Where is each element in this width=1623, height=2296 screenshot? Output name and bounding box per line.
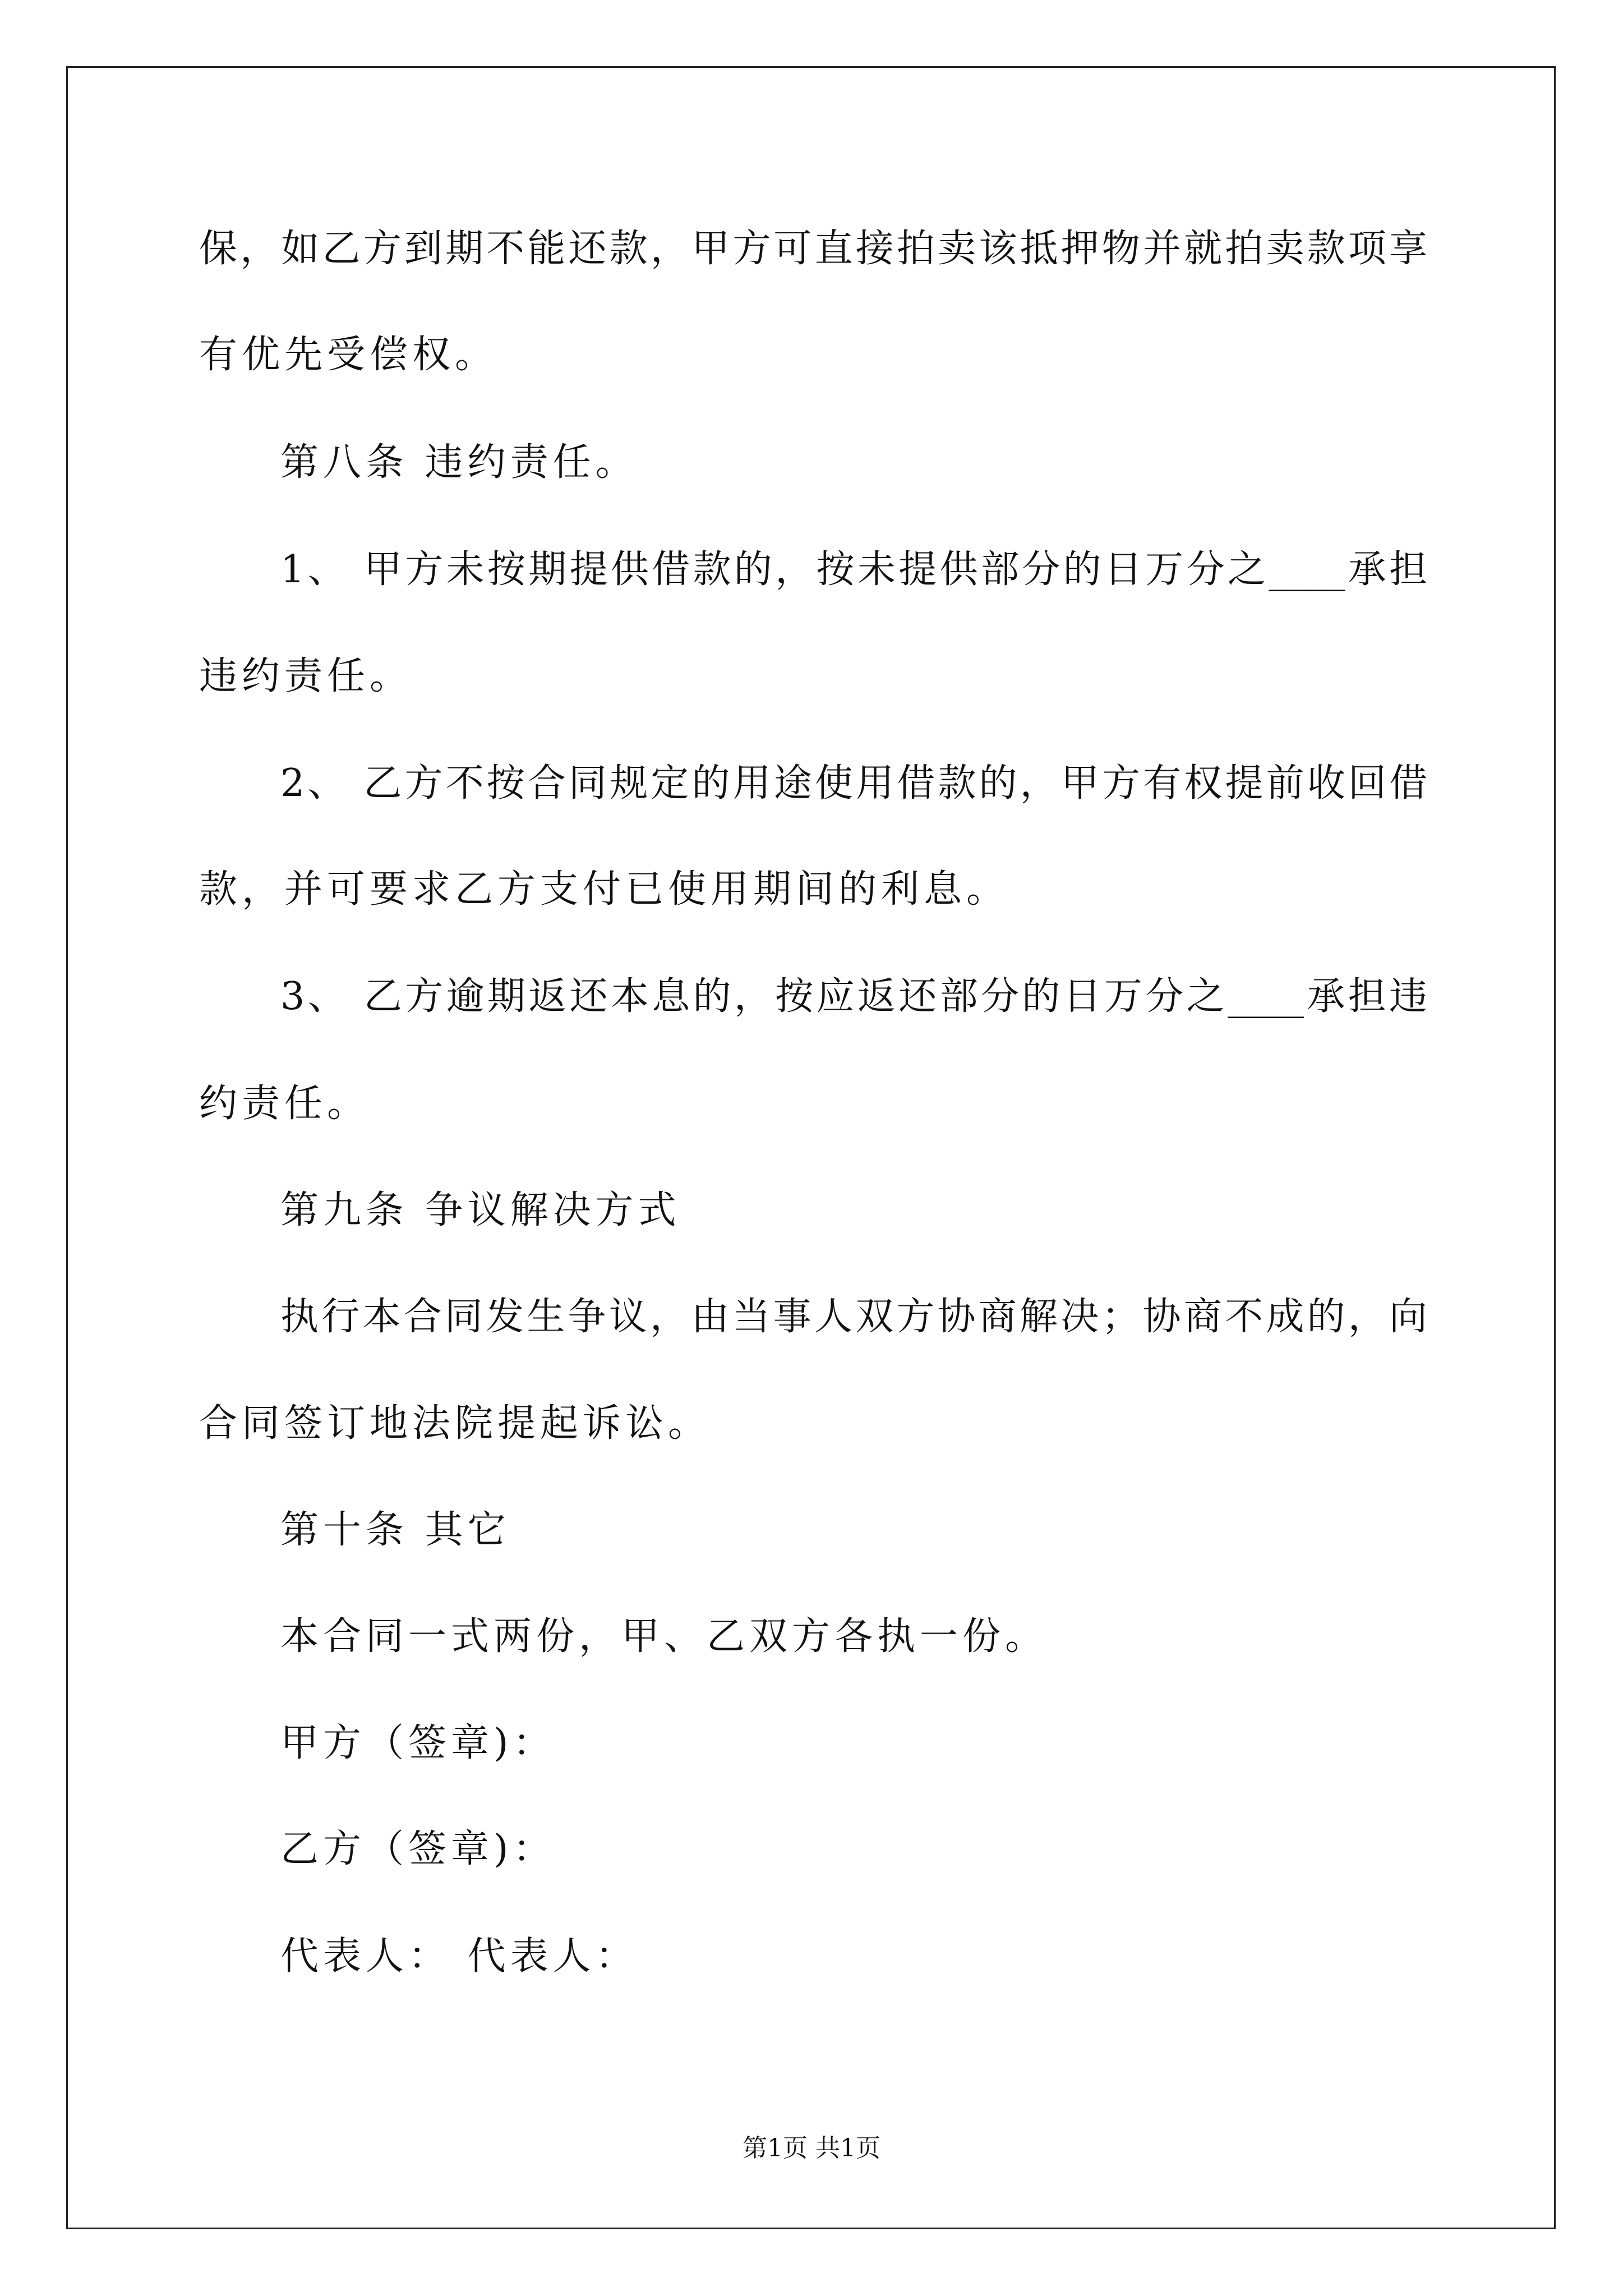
page-frame — [66, 66, 1556, 2229]
paragraph-line: 执行本合同发生争议，由当事人双方协商解决；协商不成的，向 — [280, 1295, 1427, 1339]
paragraph-line: 款，并可要求乙方支付已使用期间的利息。 — [199, 867, 1009, 912]
paragraph-line: 约责任。 — [199, 1082, 370, 1126]
paragraph-line: 合同签订地法院提起诉讼。 — [199, 1401, 711, 1446]
section-heading: 第九条 争议解决方式 — [280, 1188, 681, 1232]
paragraph-line: 3、 乙方逾期返还本息的，按应返还部分的日万分之____承担违 — [280, 974, 1427, 1019]
section-heading: 第八条 违约责任。 — [280, 440, 638, 485]
section-heading: 第十条 其它 — [280, 1508, 510, 1552]
signature-line-party-a: 甲方（签章)： — [280, 1721, 556, 1765]
paragraph-line: 有优先受偿权。 — [199, 333, 498, 377]
paragraph-line: 2、 乙方不按合同规定的用途使用借款的，甲方有权提前收回借 — [280, 761, 1427, 806]
paragraph-line: 违约责任。 — [199, 654, 413, 698]
paragraph-line: 本合同一式两份，甲、乙双方各执一份。 — [280, 1614, 1048, 1659]
representative-line: 代表人： 代表人： — [280, 1934, 638, 1978]
paragraph-line: 1、 甲方未按期提供借款的，按未提供部分的日万分之____承担 — [280, 547, 1427, 592]
page-number-footer: 第1页 共1页 — [743, 2134, 880, 2162]
signature-line-party-b: 乙方（签章)： — [280, 1827, 556, 1871]
paragraph-line: 保，如乙方到期不能还款，甲方可直接拍卖该抵押物并就拍卖款项享 — [199, 227, 1427, 271]
